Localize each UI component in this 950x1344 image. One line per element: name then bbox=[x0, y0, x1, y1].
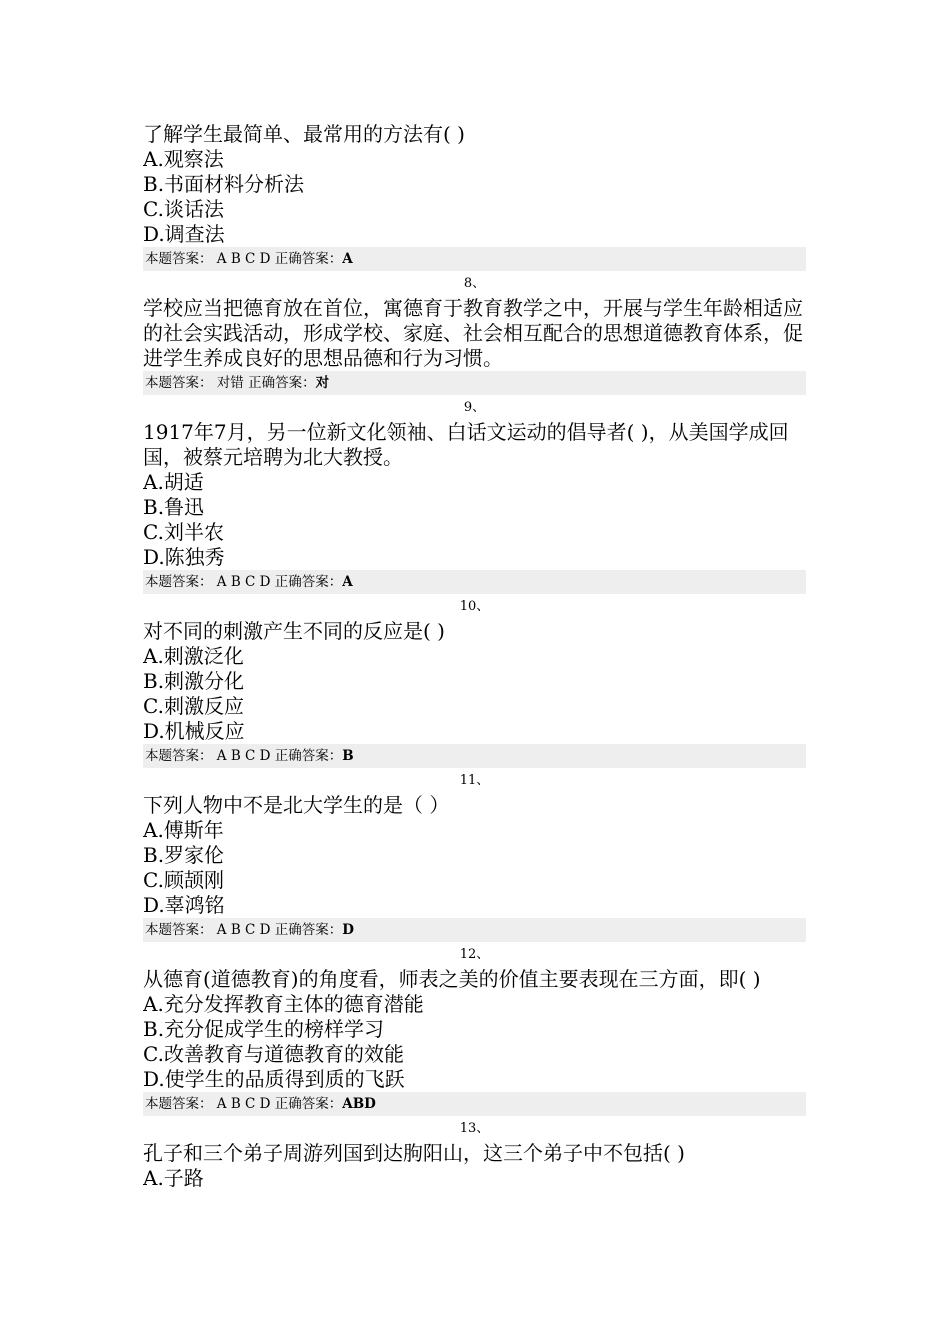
correct-answer: A bbox=[342, 251, 353, 267]
answer-bar bbox=[143, 247, 806, 271]
option-d: D.辜鸿铭 bbox=[143, 893, 225, 917]
answer-bar bbox=[143, 918, 806, 942]
correct-label: 正确答案： bbox=[274, 748, 343, 764]
question-block bbox=[143, 271, 806, 395]
option-b: B.书面材料分析法 bbox=[143, 172, 305, 196]
option-a: A.观察法 bbox=[143, 147, 224, 171]
option-c: C.刘半农 bbox=[143, 520, 224, 544]
option-d: D.机械反应 bbox=[143, 719, 245, 743]
answer-label: 本题答案： bbox=[145, 375, 213, 391]
option-c: C.顾颉刚 bbox=[143, 868, 224, 892]
option-c: C.谈话法 bbox=[143, 197, 224, 221]
option-a: A.傅斯年 bbox=[143, 818, 224, 842]
option-d: D.陈独秀 bbox=[143, 545, 225, 569]
option-b: B.充分促成学生的榜样学习 bbox=[143, 1017, 385, 1041]
question-block bbox=[143, 122, 806, 271]
question-stem: 孔子和三个弟子周游列国到达朐阳山，这三个弟子中不包括( ) bbox=[143, 1141, 685, 1165]
option-d: D.使学生的品质得到质的飞跃 bbox=[143, 1067, 405, 1091]
option-b: B.鲁迅 bbox=[143, 495, 205, 519]
correct-answer: D bbox=[342, 922, 355, 938]
question-stem: 下列人物中不是北大学生的是（ ） bbox=[143, 793, 450, 817]
correct-label: 正确答案： bbox=[274, 574, 343, 590]
answer-bar bbox=[143, 1092, 806, 1116]
option-c: C.刺激反应 bbox=[143, 694, 244, 718]
question-stem: 从德育(道德教育)的角度看，师表之美的价值主要表现在三方面，即( ) bbox=[143, 967, 761, 991]
correct-answer: B bbox=[342, 748, 354, 764]
answer-choices: A B C D bbox=[216, 922, 271, 938]
correct-answer: A bbox=[342, 574, 353, 590]
question-block bbox=[143, 594, 806, 768]
question-stem: 1917年7月，另一位新文化领袖、白话文运动的倡导者( )，从美国学成回国，被蔡元培聘为北大教授。 bbox=[143, 420, 789, 469]
correct-answer: 对 bbox=[315, 375, 330, 391]
answer-choices: A B C D bbox=[216, 1096, 271, 1112]
option-d: D.调查法 bbox=[143, 222, 225, 246]
answer-label: 本题答案： bbox=[145, 251, 213, 267]
question-number: 9、 bbox=[463, 400, 486, 415]
answer-label: 本题答案： bbox=[145, 748, 213, 764]
answer-choices: A B C D bbox=[216, 574, 271, 590]
answer-label: 本题答案： bbox=[145, 1096, 213, 1112]
option-a: A.刺激泛化 bbox=[143, 644, 244, 668]
question-number: 12、 bbox=[459, 947, 490, 962]
option-b: B.刺激分化 bbox=[143, 669, 245, 693]
answer-choices: A B C D bbox=[216, 251, 271, 267]
option-a: A.充分发挥教育主体的德育潜能 bbox=[143, 992, 424, 1016]
question-number: 11、 bbox=[459, 773, 490, 788]
option-c: C.改善教育与道德教育的效能 bbox=[143, 1042, 404, 1066]
option-b: B.罗家伦 bbox=[143, 843, 225, 867]
question-block bbox=[143, 942, 806, 1116]
correct-label: 正确答案： bbox=[274, 1096, 343, 1112]
question-number: 13、 bbox=[459, 1121, 490, 1136]
option-a: A.胡适 bbox=[143, 470, 204, 494]
answer-label: 本题答案： bbox=[145, 922, 213, 938]
answer-bar bbox=[143, 744, 806, 768]
question-block bbox=[143, 768, 806, 942]
correct-label: 正确答案： bbox=[274, 922, 343, 938]
question-list bbox=[143, 122, 806, 1191]
answer-choices: A B C D bbox=[216, 748, 271, 764]
question-block bbox=[143, 1116, 806, 1191]
question-stem: 了解学生最简单、最常用的方法有( ) bbox=[143, 122, 465, 146]
question-stem: 学校应当把德育放在首位，寓德育于教育教学之中，开展与学生年龄相适应的社会实践活动，形成学校、家庭、社会相互配合的思想道德教育体系，促进学生养成良好的思想品德和行为习惯。 bbox=[143, 296, 803, 370]
correct-label: 正确答案： bbox=[248, 375, 316, 391]
correct-answer: ABD bbox=[342, 1096, 376, 1112]
answer-bar bbox=[143, 570, 806, 594]
answer-bar bbox=[143, 371, 806, 395]
question-stem: 对不同的刺激产生不同的反应是( ) bbox=[143, 619, 445, 643]
correct-label: 正确答案： bbox=[274, 251, 343, 267]
question-number: 10、 bbox=[459, 599, 490, 614]
answer-choices: 对错 bbox=[216, 375, 244, 391]
question-block bbox=[143, 395, 806, 594]
option-a: A.子路 bbox=[143, 1166, 204, 1190]
answer-label: 本题答案： bbox=[145, 574, 213, 590]
question-number: 8、 bbox=[463, 276, 486, 291]
